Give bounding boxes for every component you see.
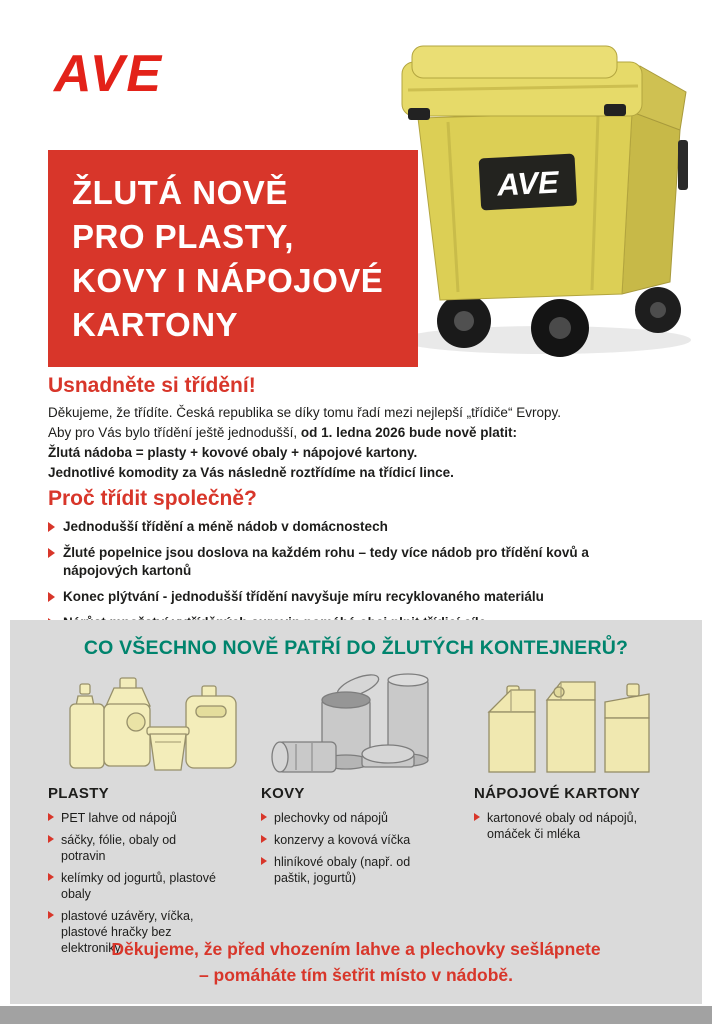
cartons-icon — [477, 670, 672, 776]
banner-line-4: KARTONY — [72, 306, 239, 343]
plastics-item-text: kelímky od jogurtů, plastové obaly — [61, 871, 216, 901]
container-ave-plate — [479, 154, 578, 211]
arrow-bullet-icon — [261, 813, 267, 821]
arrow-bullet-icon — [48, 522, 55, 532]
metals-item — [261, 810, 439, 826]
arrow-bullet-icon — [48, 835, 54, 843]
intro-heading: Usnadněte si třídění! — [48, 374, 256, 397]
metals-icon — [266, 670, 456, 776]
headline-banner — [48, 150, 418, 367]
metals-item — [261, 854, 439, 886]
intro-line-2-normal: Aby pro Vás bylo třídění ještě jednodušší, — [48, 425, 301, 440]
column-title-cartons: NÁPOJOVÉ KARTONY — [474, 785, 641, 802]
category-columns — [10, 668, 702, 962]
why-list-item — [48, 518, 623, 536]
plastics-item-text: PET lahve od nápojů — [61, 811, 177, 825]
cartons-list — [474, 810, 652, 842]
metals-item — [261, 832, 439, 848]
column-metals — [261, 668, 461, 962]
arrow-bullet-icon — [474, 813, 480, 821]
plastics-item-text: sáčky, fólie, obaly od potravin — [61, 833, 177, 863]
column-plastics — [48, 668, 248, 962]
arrow-bullet-icon — [261, 835, 267, 843]
intro-line-2-bold: od 1. ledna 2026 bude nově platit: — [300, 425, 517, 440]
intro-line-2 — [48, 423, 673, 443]
column-title-plastics: PLASTY — [48, 785, 109, 802]
intro-paragraph — [48, 403, 673, 483]
arrow-bullet-icon — [48, 813, 54, 821]
footer-bar — [0, 1006, 712, 1024]
arrow-bullet-icon — [48, 548, 55, 558]
arrow-bullet-icon — [261, 857, 267, 865]
container-ave-text: AVE — [496, 164, 560, 203]
panel-heading: CO VŠECHNO NOVĚ PATŘÍ DO ŽLUTÝCH KONTEJNERŮ? — [83, 637, 629, 659]
intro-line-1: Děkujeme, že třídíte. Česká republika se díky tomu řadí mezi nejlepší „třídiče“ Evropy. — [48, 405, 561, 420]
metals-item-text: konzervy a kovová víčka — [274, 833, 411, 847]
plastics-item-text: plastové uzávěry, víčka, plastové hračky bez elektroniky — [61, 909, 194, 955]
metals-item-text: hliníkové obaly (např. od paštik, jogurtů) — [274, 855, 411, 885]
squash-note-line-1: Děkujeme, že před vhozením lahve a plechovky sešlápnete — [111, 939, 601, 959]
cartons-item — [474, 810, 652, 842]
plastics-item — [48, 810, 216, 826]
intro-line-3: Žlutá nádoba = plasty + kovové obaly + nápojové kartony. — [48, 445, 418, 460]
banner-line-2: PRO PLASTY, — [72, 218, 294, 255]
squash-note-line-2: – pomáháte tím šetřit místo v nádobě. — [198, 965, 514, 985]
yellow-container-illustration — [378, 20, 708, 370]
why-heading: Proč třídit společně? — [48, 487, 257, 510]
plastics-illustration — [48, 668, 248, 776]
banner-line-3: KOVY I NÁPOJOVÉ — [72, 262, 384, 299]
why-list-item — [48, 588, 623, 606]
banner-line-1: ŽLUTÁ NOVĚ — [72, 174, 288, 211]
plastics-icon — [56, 670, 241, 776]
metals-item-text: plechovky od nápojů — [274, 811, 388, 825]
why-item-text: Konec plýtvání - jednodušší třídění navyšuje míru recyklovaného materiálu — [63, 589, 544, 604]
intro-line-4: Jednotlivé komodity za Vás následně roztřídíme na třídicí lince. — [48, 465, 454, 480]
cartons-item-text: kartonové obaly od nápojů, omáček či mléka — [487, 811, 638, 841]
why-list-item — [48, 544, 623, 580]
yellow-container-photo — [378, 20, 708, 370]
column-title-metals: KOVY — [261, 785, 305, 802]
what-belongs-panel — [10, 620, 702, 1004]
ave-logo — [54, 45, 164, 103]
arrow-bullet-icon — [48, 911, 54, 919]
why-item-text: Žluté popelnice jsou doslova na každém rohu – tedy více nádob pro třídění kovů a nápojových kartonů — [63, 545, 589, 578]
ave-logo-text: AVE — [54, 45, 164, 103]
column-cartons — [474, 668, 674, 962]
cartons-illustration — [474, 668, 674, 776]
plastics-item — [48, 870, 216, 902]
arrow-bullet-icon — [48, 873, 54, 881]
plastics-item — [48, 832, 216, 864]
why-item-text: Jednodušší třídění a méně nádob v domácnostech — [63, 519, 388, 534]
metals-illustration — [261, 668, 461, 776]
squash-note — [10, 936, 702, 988]
arrow-bullet-icon — [48, 592, 55, 602]
metals-list — [261, 810, 439, 886]
plastics-list — [48, 810, 216, 956]
